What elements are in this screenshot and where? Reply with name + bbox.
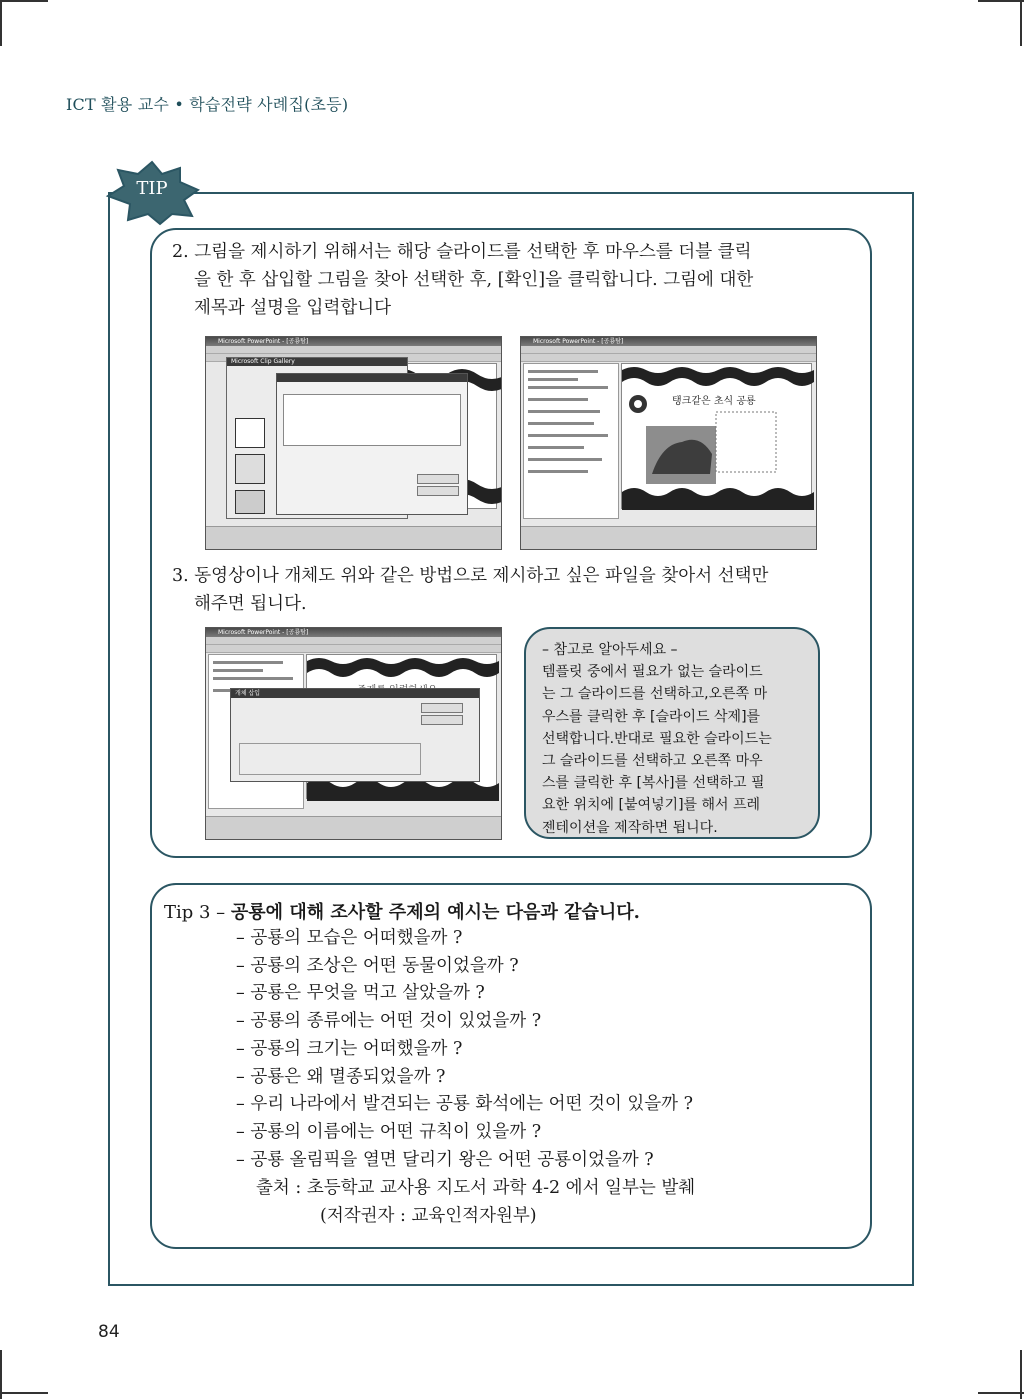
screenshot-slide bbox=[621, 363, 812, 509]
step-2-text bbox=[172, 238, 856, 322]
list-item: – 공룡의 종류에는 어떤 것이 있었을까 ? bbox=[236, 1011, 542, 1032]
reference-note-text bbox=[542, 639, 808, 839]
screenshot-statusbar bbox=[206, 816, 501, 839]
outline-line bbox=[528, 446, 584, 449]
screenshot-title: Microsoft PowerPoint - [공룡탐] bbox=[521, 337, 816, 346]
screenshot-dinosaur-slide bbox=[520, 336, 817, 550]
dialog-button bbox=[421, 715, 463, 725]
step-3-text bbox=[172, 562, 856, 618]
crop-mark bbox=[0, 0, 2, 46]
outline-line bbox=[213, 677, 293, 680]
tip3-list bbox=[236, 925, 693, 1174]
step-3-line: 해주면 됩니다. bbox=[194, 594, 307, 614]
dialog-title: 개체 삽입 bbox=[231, 689, 479, 698]
note-line: 젠테이션을 제작하면 됩니다. bbox=[542, 819, 718, 836]
step-2-line: 을 한 후 삽입할 그림을 찾아 선택한 후, [확인]을 클릭합니다. 그림에 대한 bbox=[194, 270, 754, 290]
outline-line bbox=[528, 422, 594, 425]
screenshot-toolbar bbox=[206, 637, 501, 645]
outline-line bbox=[528, 398, 588, 401]
page-number: 84 bbox=[98, 1322, 120, 1342]
tip-badge-label: TIP bbox=[136, 178, 168, 199]
clip-thumb bbox=[235, 418, 265, 448]
screenshot-clip-gallery bbox=[205, 336, 502, 550]
outline-line bbox=[528, 470, 588, 473]
crop-mark bbox=[1020, 0, 1022, 46]
list-item: – 공룡의 모습은 어떠했을까 ? bbox=[236, 928, 463, 948]
tip3-source bbox=[256, 1174, 695, 1230]
list-item: – 공룡은 무엇을 먹고 살았을까 ? bbox=[236, 983, 485, 1004]
outline-line bbox=[528, 386, 608, 389]
crop-mark bbox=[0, 1392, 48, 1394]
tip3-heading bbox=[164, 898, 640, 924]
running-header: ICT 활용 교수 • 학습전략 사례집(초등) bbox=[66, 95, 349, 114]
dialog-title: Microsoft Clip Gallery bbox=[227, 358, 407, 366]
insert-object-dialog bbox=[230, 688, 480, 782]
note-line: 그 슬라이드를 선택하고 오른쪽 마우 bbox=[542, 753, 763, 770]
screenshot-statusbar bbox=[206, 526, 501, 549]
dialog-button bbox=[421, 703, 463, 713]
insert-picture-dialog bbox=[276, 373, 468, 515]
note-line: 템플릿 중에서 필요가 없는 슬라이드 bbox=[542, 664, 763, 681]
screenshot-statusbar bbox=[521, 526, 816, 549]
screenshot-title: Microsoft PowerPoint - [공룡탐] bbox=[206, 337, 501, 346]
note-line: 는 그 슬라이드를 선택하고,오른쪽 마 bbox=[542, 686, 768, 703]
list-item: – 공룡의 조상은 어떤 동물이었을까 ? bbox=[236, 955, 519, 976]
tip3-lead: Tip 3 – bbox=[164, 902, 231, 923]
dinosaur-slide-art bbox=[622, 364, 814, 510]
dialog-button bbox=[417, 486, 459, 496]
outline-line bbox=[213, 661, 283, 664]
outline-line bbox=[528, 410, 600, 413]
outline-pane bbox=[523, 363, 619, 519]
list-item: – 우리 나라에서 발견되는 공룡 화석에는 어떤 것이 있을까 ? bbox=[236, 1094, 694, 1115]
screenshot-toolbar bbox=[521, 354, 816, 362]
note-line: 요한 위치에 [붙여넣기]를 해서 프레 bbox=[542, 797, 761, 814]
screenshot-title: Microsoft PowerPoint - [공룡탐] bbox=[206, 628, 501, 637]
source-line: 출처 : 초등학교 교사용 지도서 과학 4-2 에서 일부는 발췌 bbox=[256, 1178, 696, 1198]
step-2-line: 2. 그림을 제시하기 위해서는 해당 슬라이드를 선택한 후 마우스를 더블 클릭 bbox=[172, 242, 752, 262]
tip3-title: 공룡에 대해 조사할 주제의 예시는 다음과 같습니다. bbox=[230, 902, 640, 923]
reference-note bbox=[524, 627, 820, 839]
result-box bbox=[239, 743, 421, 775]
copyright-line: (저작권자 : 교육인적자원부) bbox=[320, 1206, 537, 1226]
outline-line bbox=[528, 378, 578, 381]
outline-line bbox=[528, 370, 598, 373]
list-item: – 공룡의 크기는 어떠했을까 ? bbox=[236, 1038, 463, 1059]
dialog-button bbox=[417, 474, 459, 484]
list-item: – 공룡은 왜 멸종되었을까 ? bbox=[236, 1066, 446, 1087]
tip-badge bbox=[104, 160, 200, 226]
slide-heading: 탱크같은 초식 공룡 bbox=[672, 396, 756, 407]
note-line: 스를 클릭한 후 [복사]를 선택하고 필 bbox=[542, 775, 765, 792]
screenshot-toolbar bbox=[206, 346, 501, 354]
crop-mark bbox=[0, 0, 48, 2]
crop-mark bbox=[978, 1392, 1024, 1394]
note-line: – 참고로 알아두세요 – bbox=[542, 642, 678, 658]
outline-line bbox=[213, 669, 263, 672]
file-list bbox=[283, 394, 461, 446]
screenshot-insert-object bbox=[205, 627, 502, 840]
screenshot-toolbar bbox=[206, 645, 501, 653]
list-item: – 공룡 올림픽을 열면 달리기 왕은 어떤 공룡이었을까 ? bbox=[236, 1149, 654, 1170]
outline-line bbox=[528, 434, 608, 437]
note-line: 우스를 클릭한 후 [슬라이드 삭제]를 bbox=[542, 708, 761, 725]
step-3-line: 3. 동영상이나 개체도 위와 같은 방법으로 제시하고 싶은 파일을 찾아서 선택만 bbox=[172, 566, 769, 586]
clip-thumb bbox=[235, 490, 265, 514]
step-2-line: 제목과 설명을 입력합니다 bbox=[194, 298, 392, 318]
screenshot-toolbar bbox=[521, 346, 816, 354]
crop-mark bbox=[978, 0, 1024, 2]
dialog-titlebar bbox=[277, 374, 467, 382]
clip-thumb bbox=[235, 454, 265, 484]
outline-line bbox=[528, 458, 602, 461]
list-item: – 공룡의 이름에는 어떤 규칙이 있을까 ? bbox=[236, 1121, 542, 1142]
note-line: 선택합니다.반대로 필요한 슬라이드는 bbox=[542, 730, 772, 747]
